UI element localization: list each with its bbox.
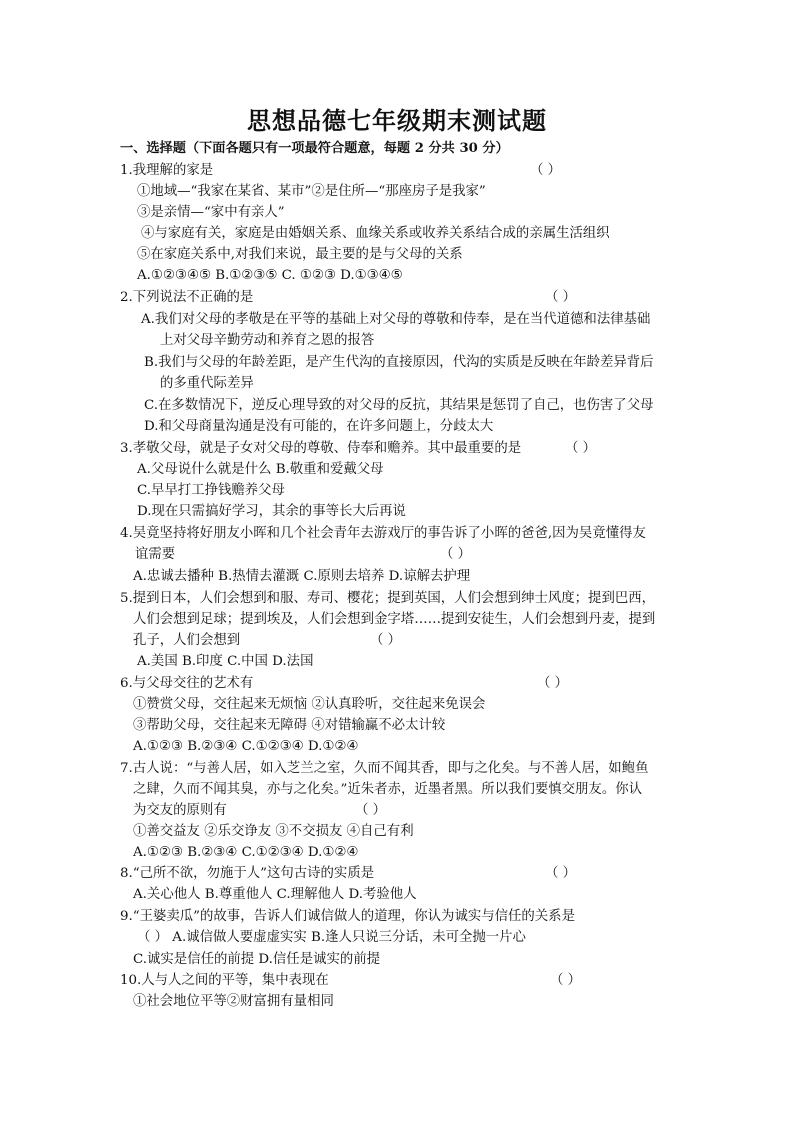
section-heading: 一、选择题（下面各题只有一项最符合题意，每题 2 分共 30 分）: [120, 141, 509, 156]
answer-blank: （ ）: [545, 866, 577, 881]
question-2-option-c: C.在多数情况下，逆反心理导致的对父母的反抗，其结果是惩罚了自己，也伤害了父母: [144, 398, 654, 413]
question-6-options: A.①②③ B.②③④ C.①②③④ D.①②④: [133, 739, 359, 754]
question-2-option-a-cont: 上对父母辛勤劳动和养育之恩的报答: [160, 333, 375, 348]
question-1-options: A.①②③④⑤ B.①②③⑤ C. ①②③ D.①③④⑤: [137, 268, 403, 283]
question-1-item: ⑤在家庭关系中,对我们来说，最主要的是与父母的关系: [137, 247, 463, 262]
question-9-options-cont: C.诚实是信任的前提 D.信任是诚实的前提: [133, 952, 381, 967]
question-1-item: ①地域—“我家在某省、某市”②是住所—“那座房子是我家”: [137, 184, 486, 199]
question-5-options: A.美国 B.印度 C.中国 D.法国: [137, 654, 314, 669]
question-1-stem: 1.我理解的家是: [120, 163, 214, 178]
question-1-item: ④与家庭有关，家庭是由婚姻关系、血缘关系或收养关系结合成的亲属生活组织: [141, 226, 610, 241]
question-3-option-d: D.现在只需搞好学习，其余的事等长大后再说: [137, 504, 406, 519]
question-3-option-c: C.早早打工挣钱赡养父母: [137, 483, 285, 498]
question-2-stem: 2.下列说法不正确的是: [120, 290, 254, 305]
question-7-stem-cont: 之肆，久而不闻其臭，亦与之化矣。”近朱者赤，近墨者黑。所以我们要慎交朋友。你认: [133, 782, 642, 797]
question-7-stem: 7.古人说：“与善人居，如入芝兰之室，久而不闻其香，即与之化矣。与不善人居，如鲍鱼: [120, 761, 649, 776]
question-2-option-b: B.我们与父母的年龄差距，是产生代沟的直接原因，代沟的实质是反映在年龄差异背后: [144, 355, 654, 370]
answer-blank: （ ）: [370, 633, 402, 648]
question-10-stem: 10.人与人之间的平等，集中表现在: [120, 973, 329, 988]
question-4-stem-cont: 谊需要: [135, 547, 176, 562]
answer-blank: （ ）: [550, 973, 582, 988]
question-3-options-ab: A.父母说什么就是什么 B.敬重和爱戴父母: [137, 462, 384, 477]
question-3-stem: 3.孝敬父母，就是子女对父母的尊敬、侍奉和赡养。其中最重要的是: [120, 441, 522, 456]
answer-blank: （ ）: [355, 803, 387, 818]
question-6-item: ①赞赏父母，交往起来无烦恼 ②认真聆听，交往起来免误会: [133, 697, 486, 712]
question-8-stem: 8.“己所不欲，勿施于人”这句古诗的实质是: [120, 866, 375, 881]
question-5-stem: 5.提到日本，人们会想到和服、寿司、樱花；提到英国，人们会想到绅士风度；提到巴西，: [120, 591, 656, 606]
question-2-option-d: D.和父母商量沟通是没有可能的，在许多问题上，分歧太大: [144, 419, 494, 434]
page-title: 思想品德七年级期末测试题: [247, 106, 547, 135]
question-2-option-b-cont: 的多重代际差异: [160, 376, 254, 391]
question-6-item: ③帮助父母，交往起来无障碍 ④对错输赢不必太计较: [133, 718, 446, 733]
question-5-stem-cont: 孔子，人们会想到: [133, 633, 241, 648]
question-7-item: ①善交益友 ②乐交诤友 ③不交损友 ④自己有利: [133, 824, 414, 839]
answer-blank: （ ）: [440, 547, 472, 562]
question-2-option-a: A.我们对父母的孝敬是在平等的基础上对父母的尊敬和侍奉，是在当代道德和法律基础: [141, 312, 651, 327]
question-7-stem-cont: 为交友的原则有: [133, 803, 227, 818]
question-10-item: ①社会地位平等②财富拥有量相同: [133, 994, 334, 1009]
question-6-stem: 6.与父母交往的艺术有: [120, 676, 254, 691]
question-4-options: A.忠诚去播种 B.热情去灌溉 C.原则去培养 D.谅解去护理: [133, 569, 471, 584]
answer-blank: （ ）: [545, 290, 577, 305]
answer-blank: （ ）: [565, 441, 597, 456]
answer-blank: （ ）: [537, 676, 569, 691]
question-5-stem-cont: 人们会想到足球；提到埃及，人们会想到金字塔……提到安徒生，人们会想到丹麦，提到: [133, 612, 656, 627]
question-4-stem: 4.吴竟坚持将好朋友小晖和几个社会青年去游戏厅的事告诉了小晖的爸爸,因为吴竟懂得友: [120, 526, 646, 541]
question-8-options: A.关心他人 B.尊重他人 C.理解他人 D.考验他人: [133, 887, 417, 902]
question-1-item: ③是亲情—“家中有亲人”: [137, 205, 285, 220]
answer-blank: （ ）: [530, 163, 562, 178]
question-7-options: A.①②③ B.②③④ C.①②③④ D.①②④: [133, 845, 359, 860]
question-9-stem: 9.“王婆卖瓜”的故事，告诉人们诚信做人的道理，你认为诚实与信任的关系是: [120, 909, 575, 924]
question-9-options: （ ） A.诚信做人要虚虚实实 B.逢人只说三分话，未可全抛一片心: [137, 930, 526, 945]
